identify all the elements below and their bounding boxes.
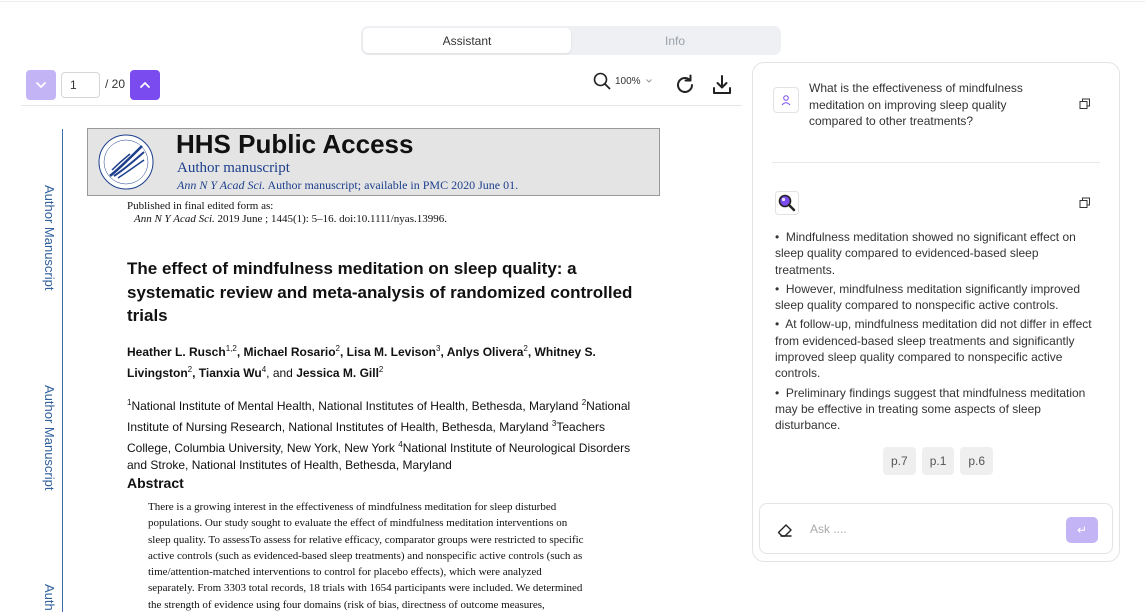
author-name: Tianxia Wu [198,366,262,380]
message-divider [772,162,1100,163]
pdf-page [21,107,742,612]
affiliation-text: National Institute of Nursing Research, National Institutes of Health, Bethesda, Maryland [127,399,631,434]
ask-input[interactable] [810,518,1050,540]
page-number-input[interactable] [61,72,100,98]
page-ref-button[interactable]: p.6 [960,447,993,475]
author-name: Anlys Olivera [446,345,524,359]
author-affiliation-marker: 2 [378,365,384,374]
chevron-down-icon [34,78,48,92]
answer-bullet: • At follow-up, mindfulness meditation did not differ in effect from evidenced-based sleep treatments and significantly improved sleep quality compared to nonspecific active controls. [775,317,1092,381]
author-name: Michael Rosario [243,345,336,359]
next-page-button[interactable] [130,70,160,100]
answer-bullet: • However, mindfulness meditation significantly improved sleep quality compared to nonspecific active controls. [775,281,1081,313]
chevron-down-icon [645,77,653,85]
author-affiliation-marker: 2 [523,344,528,353]
hhs-subtitle: Author manuscript [177,160,290,176]
chevron-up-icon [138,78,152,92]
author-list [127,340,647,382]
enter-icon: ↵ [1076,523,1088,537]
user-question: What is the effectiveness of mindfulness meditation on improving sleep quality compared to other treatments? [809,81,1023,128]
rotate-icon[interactable] [673,73,697,97]
margin-rule [62,129,63,612]
author-separator: , [440,345,447,359]
download-icon[interactable] [710,73,734,97]
author-separator: , [192,366,199,380]
affiliation-marker: 3 [551,419,557,428]
ask-box [759,503,1113,554]
side-label-author-manuscript: Auth [42,584,57,611]
author-affiliation-marker: 3 [436,344,441,353]
assistant-answer [775,229,1100,437]
hhs-citation: Ann N Y Acad Sci. Author manuscript; available in PMC 2020 June 01. [177,178,519,192]
assistant-magnifier-icon [775,191,799,215]
affiliation-text: Teachers College, Columbia University, New York, New York [127,420,606,455]
author-separator: , [339,345,347,359]
tab-info[interactable]: Info [664,33,685,48]
page-ref-button[interactable]: p.7 [883,447,916,475]
zoom-level: 100% [615,75,641,87]
abstract-heading: Abstract [127,475,184,491]
zoom-control[interactable] [593,72,653,90]
assistant-chat-panel [752,62,1120,562]
user-avatar [773,87,799,113]
copy-icon[interactable] [1078,196,1092,210]
affiliation-text: National Institute of Neurological Disorders and Stroke, National Institutes of Health, Bethesda, Maryland [127,441,631,472]
author-separator: , [236,345,244,359]
author-name: Lisa M. Levison [346,345,437,359]
published-label: Published in final edited form as: [127,200,274,212]
author-separator: , and [266,366,297,380]
answer-bullet: • Preliminary findings suggest that mindfulness meditation may be effective in treating some aspects of sleep disturbance. [775,385,1086,433]
affiliations [127,394,647,474]
hhs-header [87,128,660,196]
side-label-author-manuscript: Author Manuscript [42,385,57,491]
abstract-body: There is a growing interest in the effectiveness of mindfulness meditation for sleep disturbed populations. Our study sought to evaluate the effect of mindfulness meditation interventions on sleep quality. To assessTo assess for relative efficacy, comparator groups were restricted to specific active controls (such as evidenced-based sleep treatments) and nonspecific active controls (such as time/attention-matched interventions to control for placebo effects), which were analyzed separately. From 3303 total records, 18 trials with 1654 participants were included. We determined the strength of evidence using four domains (risk of bias, directness of outcome measures, [148,501,584,611]
author-name: Jessica M. Gill [296,366,379,380]
hhs-seal-logo [96,132,156,192]
article-title: The effect of mindfulness meditation on sleep quality: a systematic review and meta-analysis of randomized controlled trials [127,259,633,325]
author-name: Whitney S. Livingston [127,345,596,380]
affiliation-text: National Institute of Mental Health, National Institutes of Health, Bethesda, Maryland [131,399,582,413]
panel-tabs [361,26,781,55]
page-ref-button[interactable]: p.1 [922,447,955,475]
eraser-icon[interactable] [776,521,794,539]
tab-assistant[interactable]: Assistant [363,28,571,53]
send-button[interactable] [1066,517,1098,543]
page-total: / 20 [105,77,126,91]
hhs-title: HHS Public Access [176,129,414,159]
copy-icon[interactable] [1078,97,1092,111]
search-icon [593,72,611,90]
author-name: Heather L. Rusch [127,345,226,359]
previous-page-button[interactable] [26,70,56,100]
published-citation: Ann N Y Acad Sci. 2019 June ; 1445(1): 5–16. doi:10.1111/nyas.13996. [134,213,447,225]
top-border [0,0,1145,2]
answer-bullet: • Mindfulness meditation showed no significant effect on sleep quality compared to evidenced-based sleep treatments. [775,230,1076,277]
affiliation-marker: 2 [581,398,587,407]
page-references [883,447,993,475]
author-affiliation-marker: 4 [261,365,267,374]
author-affiliation-marker: 2 [187,365,193,374]
author-affiliation-marker: 1,2 [225,344,237,353]
user-icon [780,94,792,106]
side-label-author-manuscript: Author Manuscript [42,185,57,291]
author-separator: , [527,345,535,359]
affiliation-marker: 1 [127,398,132,407]
affiliation-marker: 4 [398,440,403,449]
viewer-toolbar [21,64,742,106]
author-affiliation-marker: 2 [335,344,340,353]
